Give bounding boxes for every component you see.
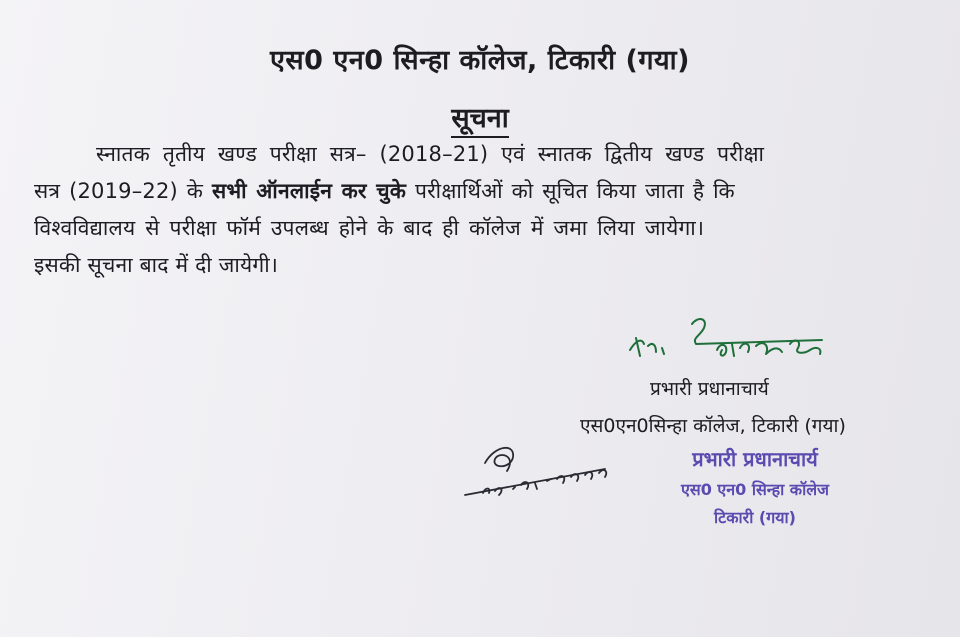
notice-body-line-4: इसकी सूचना बाद में दी जायेगी।: [34, 253, 279, 277]
signatory-designation: प्रभारी प्रधानाचार्य: [650, 378, 769, 400]
college-title: एस0 एन0 सिन्हा कॉलेज, टिकारी (गया): [269, 45, 691, 76]
notice-body-line-3: विश्वविद्यालय से परीक्षा फॉर्म उपलब्ध होने के बाद ही कॉलेज में जमा लिया जायेगा।: [34, 216, 705, 240]
principal-signature: [622, 310, 852, 370]
line2-suffix: परीक्षार्थिओं को सूचित किया जाता है कि: [406, 179, 735, 203]
stamp-designation: प्रभारी प्रधानाचार्य: [692, 447, 818, 471]
stamp-college: एस0 एन0 सिन्हा कॉलेज: [681, 480, 829, 499]
stamp-location: टिकारी (गया): [714, 508, 796, 527]
counter-signature: [455, 435, 655, 505]
line2-prefix: सत्र (2019–22) के: [34, 179, 212, 203]
official-stamp: [640, 445, 870, 528]
signatory-college: एस0एन0सिन्हा कॉलेज, टिकारी (गया): [580, 415, 846, 437]
notice-heading-text: सूचना: [451, 103, 508, 138]
notice-body-line-1: स्नातक तृतीय खण्ड परीक्षा सत्र– (2018–21) एवं स्नातक द्वितीय खण्ड परीक्षा: [96, 142, 765, 166]
line2-bold: सभी ऑनलाईन कर चुके: [212, 179, 407, 203]
notice-heading: [0, 98, 960, 135]
notice-body-line-2: [34, 177, 735, 205]
